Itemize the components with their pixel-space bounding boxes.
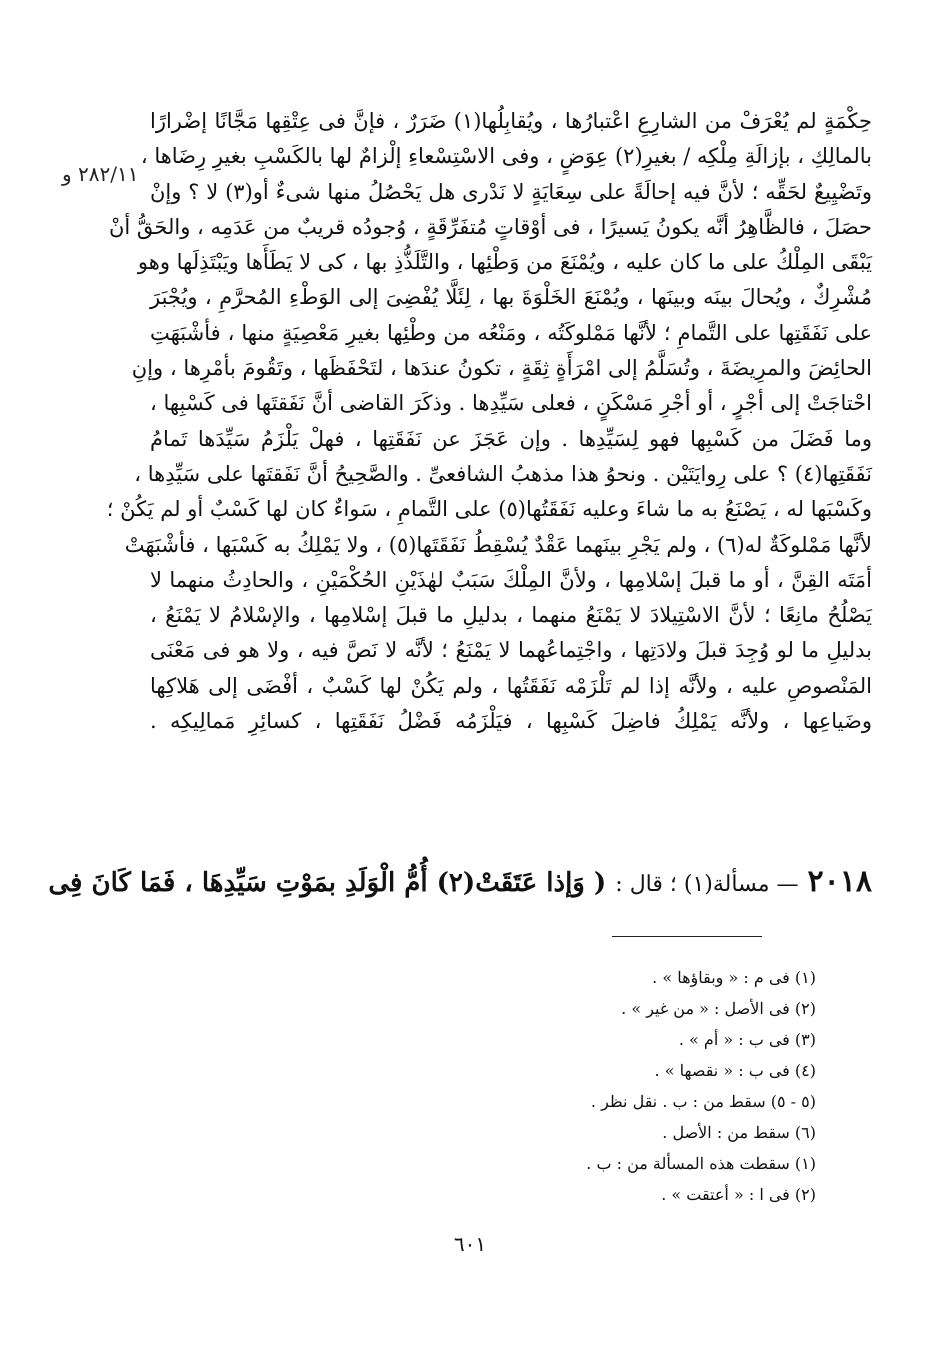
body-line: بدليلِ ما لو وُجِدَ قبلَ ولادَتِها ، واجْتِماعُهما لا يَمْنَعُ ؛ لأنَّه لا نَصَّ فيه ، ولا هو فى مَعْنَى <box>150 638 872 663</box>
footnote: (٥ - ٥) سقط من : ب . نقل نظر . <box>590 1092 816 1111</box>
footnote-divider <box>612 936 762 937</box>
issue-label: — مسألة(١) ؛ قال : <box>615 872 799 897</box>
body-line: الحائِضَ والمرِيضَةَ ، وتُسَلَّمُ إلى امْرَأَةٍ ثِقَةٍ ، تكونُ عندَها ، لتَحْفَظَها ، وتَقُومَ بأمْرِها ، وإنِ <box>131 356 872 381</box>
body-line: نَفَقَتِها(٤) ؟ على رِوايَتَيْن . ونحوُ هذا مذهبُ الشافعىِّ . والصَّحِيحُ أنَّ نَفَقتَها على سَيِّدِها ، <box>134 461 872 486</box>
footnote: (٢) فى ا : « أعتقت » . <box>661 1185 816 1204</box>
footnote: (٣) فى ب : « أم » . <box>678 1030 816 1049</box>
issue-heading <box>48 860 872 907</box>
footnote: (١) سقطت هذه المسألة من : ب . <box>586 1154 816 1173</box>
body-line: يَبْقَى المِلْكُ على ما كان عليه ، ويُمْنَعَ من وَطْئِها ، والتَّلَذُّذِ بها ، كى لا يَطَأَها ويَبْتَذِلَها وهو <box>137 250 872 275</box>
margin-reference: ٢٨٢/١١ و <box>62 162 139 186</box>
footnotes <box>480 962 816 1210</box>
body-line: بالمالِكِ ، بإزالَةِ مِلْكِه / بغيرِ(٢) عِوَضٍ ، وفى الاسْتِسْعاءِ إلْزامٌ لها بالكَسْبِ بغيرِ رِضَاها ، <box>140 144 872 169</box>
footnote: (٢) فى الأصل : « من غير » . <box>621 999 816 1018</box>
issue-text: ( وَإذا عَتَقَتْ(٢) أُمُّ الْوَلَدِ بمَوْتِ سَيِّدِهَا ، فَمَا كَانَ فِى <box>48 868 607 898</box>
body-line: حِكْمَةٍ لم يُعْرَفْ من الشارِعِ اعْتبارُها ، ويُقابِلُها(١) ضَرَرٌ ، فإنَّ فى عِتْقِها مَجَّانًا إضْرارًا <box>150 109 872 133</box>
body-line: يَصْلُحُ مانِعًا ؛ لأنَّ الاسْتِيلادَ لا يَمْنَعُ منهما ، بدليلِ ما قبلَ إسْلامِها ، والإسْلامُ لا يَمْنَعُ ، <box>150 603 872 628</box>
body-line: وضَياعِها ، ولأنَّه يَمْلِكُ فاضِلَ كَسْبِها ، فيَلْزَمُه فَضْلُ نَفَقَتِها ، كسائِرِ مَمالِيكِه . <box>150 709 872 734</box>
body-line: حصَلَ ، فالظَّاهِرُ أنَّه يكونُ يَسيرًا ، فى أوْقاتٍ مُتفَرِّقَةٍ ، وُجودُه قريبٌ من عَدَمِه ، والحَقُّ أنْ <box>108 214 872 239</box>
body-line: وما فَضَلَ من كَسْبِها فهو لِسَيِّدِها . وإن عَجَزَ عن نَفَقَتِها ، فهلْ يَلْزَمُ سَيِّدَها تَمامُ <box>150 426 872 451</box>
body-line: مُشْرِكٌ ، ويُحالَ بينَه وبينَها ، ويُمْنَعَ الخَلْوَةَ بها ، لِئَلَّا يُفْضِىَ إلى الوَطْءِ المُحرَّمِ ، ويُجْبَرَ <box>150 285 872 310</box>
body-line: وتَضْيِيعٌ لحَقِّه ؛ لأنَّ فيه إحالَةً على سِعَايَةٍ لا نَدْرى هل يَحْصُلُ منها شىءٌ أو(٣) لا ؟ وإنْ <box>150 179 872 204</box>
footnote: (٦) سقط من : الأصل . <box>662 1123 816 1142</box>
body-line: لأنَّها مَمْلوكَةٌ له(٦) ، ولم يَجْرِ بينَهما عَقْدٌ يُسْقِطُ نَفَقَتَها(٥) ، ولا يَمْلِكُ به كَسْبَها ، فأشْبَهَتْ <box>124 532 872 557</box>
main-body-text <box>106 104 872 739</box>
body-line: أمَتَه القِنَّ ، أو ما قبلَ إسْلامِها ، ولأنَّ المِلْكَ سَبَبٌ لهٰذَيْنِ الحُكْمَيْنِ ، والحادِثُ منهما لا <box>150 567 872 592</box>
body-line: المَنْصوصِ عليه ، ولأنَّه إذا لم تَلْزَمْه نَفَقَتُها ، ولم يَكُنْ لها كَسْبٌ ، أفْضَى إلى هَلاكِها <box>150 673 872 698</box>
body-line: على نَفَقَتِها على التَّمامِ ؛ لأنَّها مَمْلوكَتُه ، ومَنْعُه من وطْئِها بغيرِ مَعْصِيَةٍ منها ، فأشْبَهَتِ <box>150 320 872 345</box>
footnote: (٤) فى ب : « نقصها » . <box>654 1061 816 1080</box>
body-line: وكَسْبَها له ، يَصْنَعُ به ما شاءَ وعليه نَفَقَتُها(٥) على التَّمامِ ، سَواءٌ كان لها كَسْبٌ أو لم يَكُنْ ؛ <box>106 497 872 522</box>
page-number: ٦٠١ <box>453 1232 487 1256</box>
issue-number: ٢٠١٨ <box>807 864 872 899</box>
body-line: احْتاجَتْ إلى أجْرٍ ، أو أجْرِ مَسْكَنٍ ، فعلى سَيِّدِها . وذكَرَ القاضى أنَّ نَفَقتَها فى كَسْبِها ، <box>150 391 872 416</box>
footnote: (١) فى م : « وبقاؤها » . <box>652 968 816 987</box>
